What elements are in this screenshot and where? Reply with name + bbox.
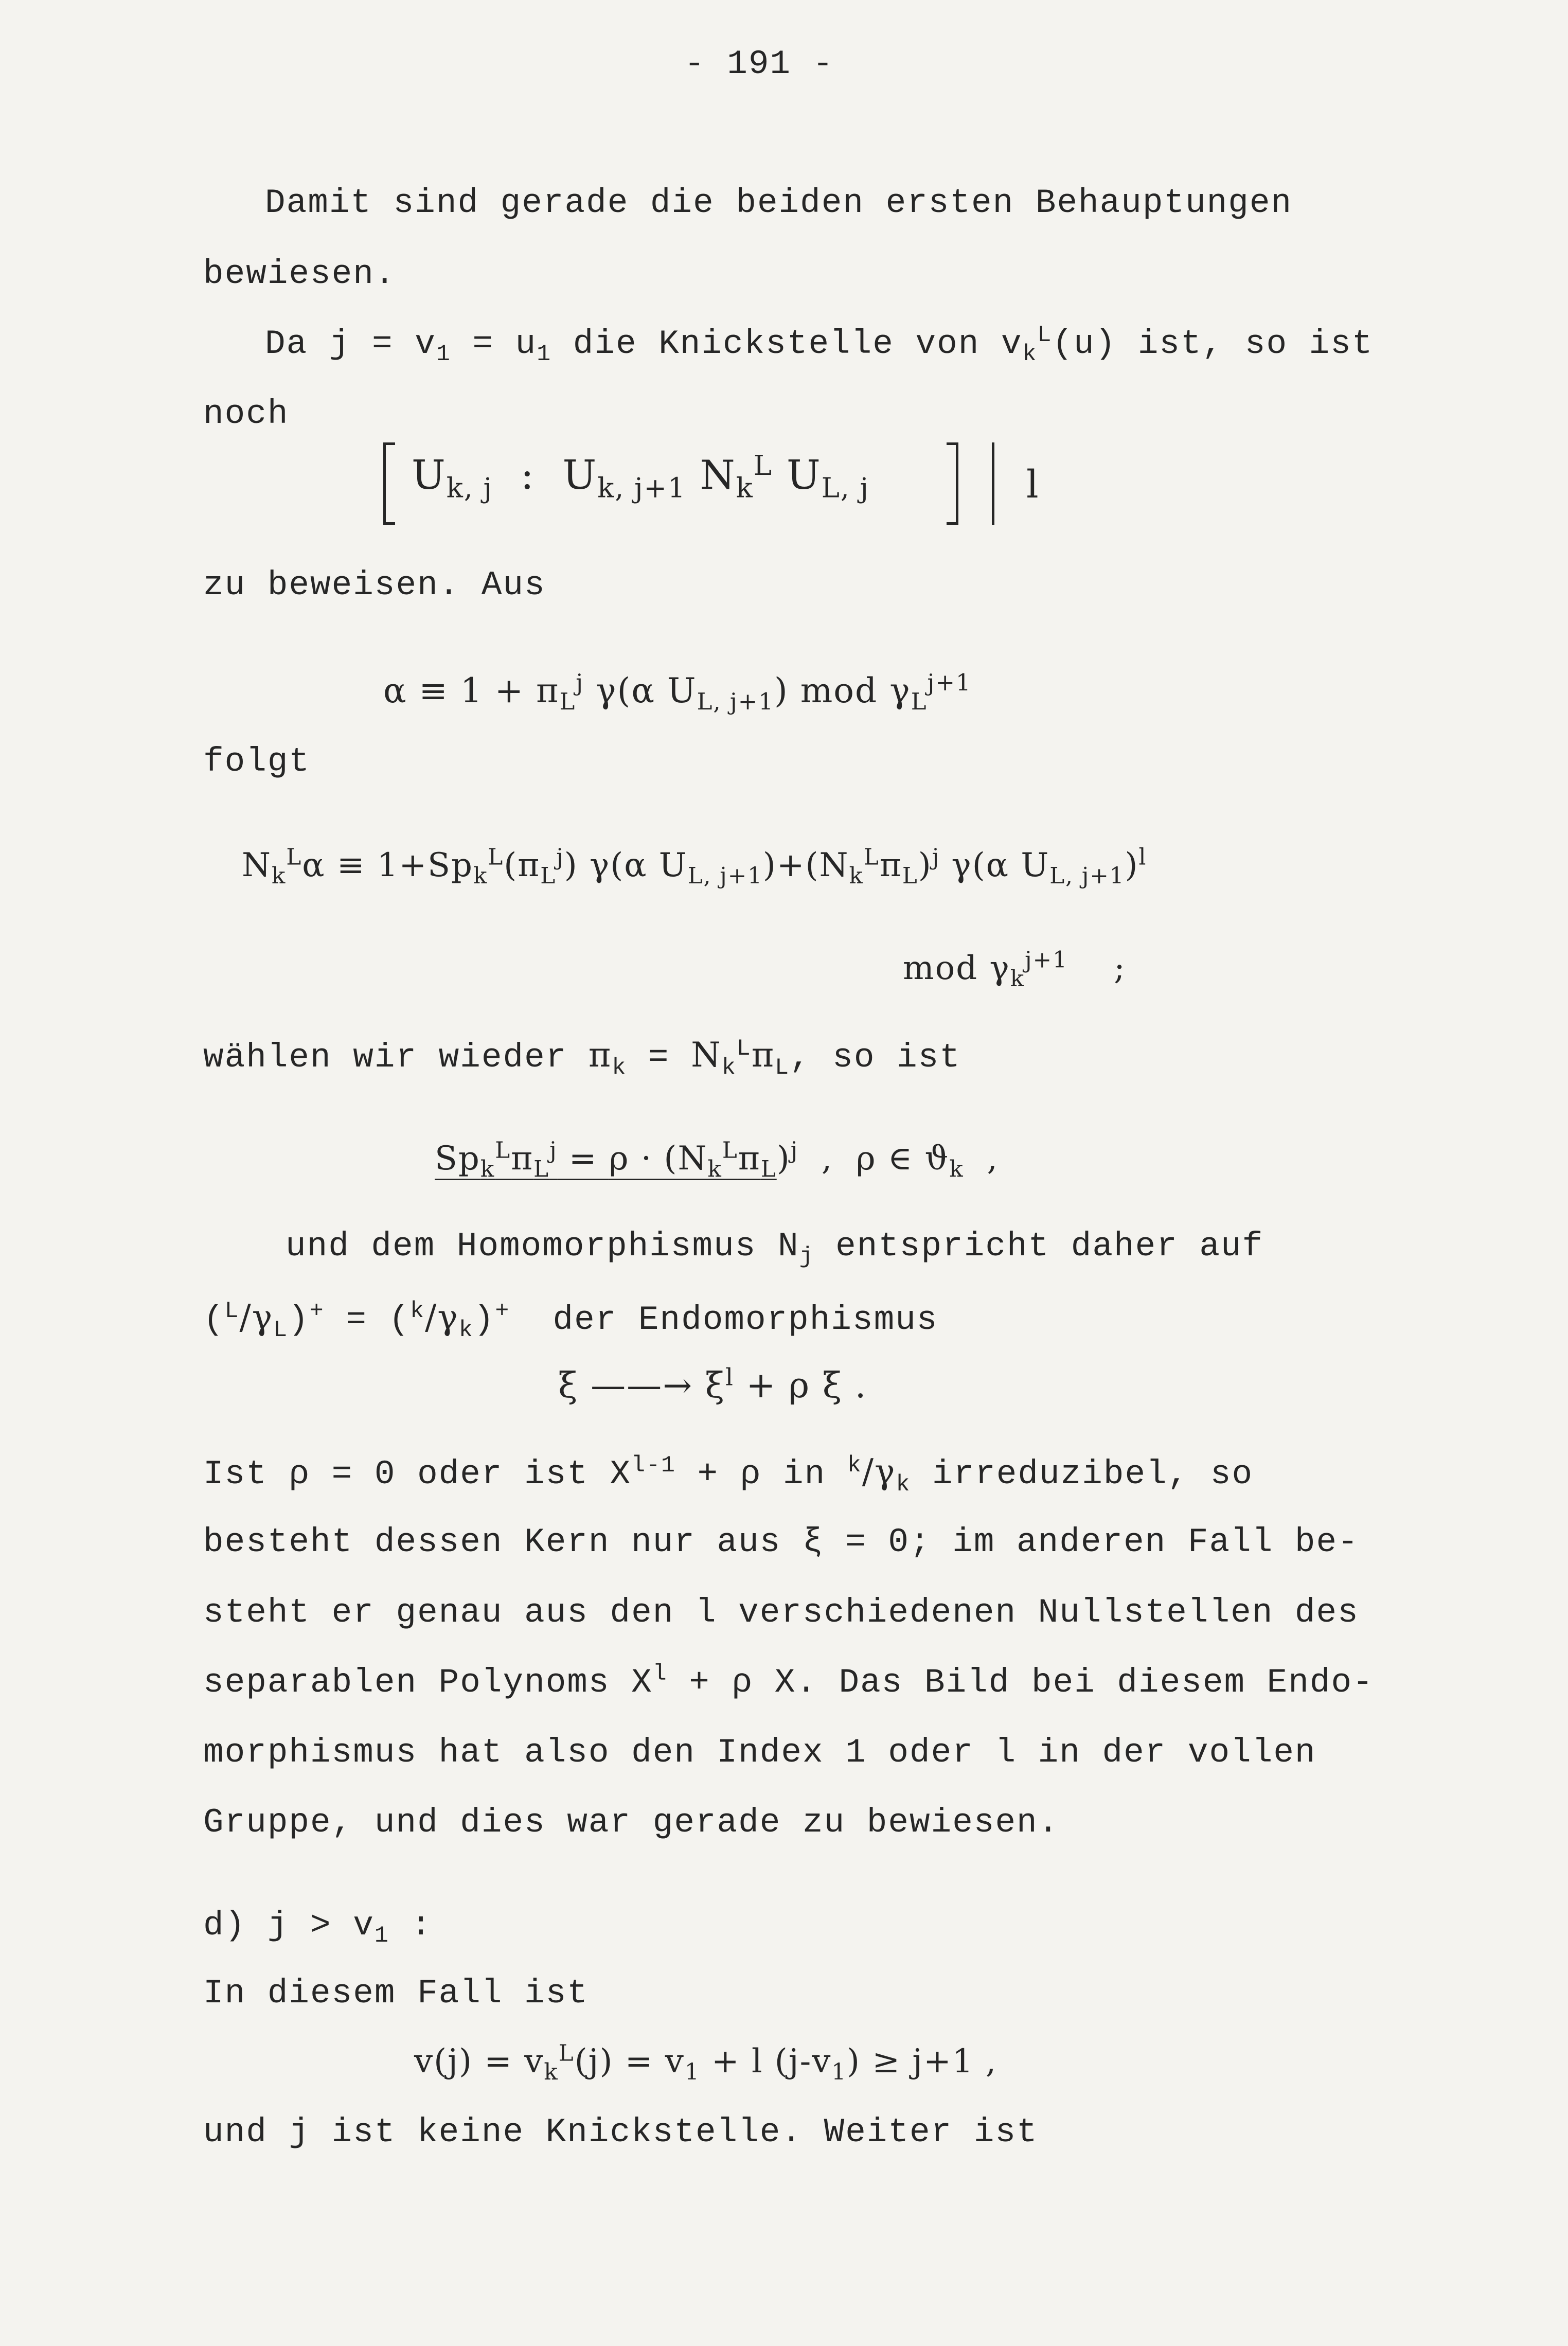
divides-bar [992,442,994,525]
text-line: In diesem Fall ist [203,1974,589,2013]
page-number: - 191 - [684,45,834,83]
text-line: Ist ρ = 0 oder ist $X^{l-1} + \rho$ in $^k/\gamma_k$ irreduzibel, so [203,1452,1254,1498]
formula-endomorphism: ξ ——→ $\xi^l + \rho$ ξ . [558,1363,867,1406]
text-line: $(^L/\gamma_L)^+ = (^k/\gamma_k)^+$ der Endomorphismus [203,1298,938,1344]
formula-valuation: $v(j) = v_k^L(j) = v_1 + l$ $(j-v_1) \ge j+1$ , [414,2040,997,2085]
formula-l: l [1026,463,1040,507]
bracket-left [383,442,395,525]
text-line: bewiesen. [203,255,396,293]
formula-mod: mod $\gamma_k^{j+1}$ ; [903,947,1126,992]
text-line: steht er genau aus den l verschiedenen Nullstellen des [203,1593,1359,1632]
text-line: noch [203,395,289,433]
section-heading: d) $j > v_1$ : [203,1906,433,1949]
text-line: wählen wir wieder $\pi_k = N_k^L\pi_L$, so ist [203,1035,961,1081]
text-line: folgt [203,742,311,781]
formula-norm: $N_k^L\alpha \equiv 1+Sp_k^L(\pi_L^j)$ γ(α $U_{L, j+1})+(N_k^L\pi_L)^j$ γ(α $U_{L, j+1})^l$ [242,844,1147,889]
text-line: Da $j = v_1 = u_1$ die Knickstelle von $v_k^L(u)$ ist, so ist [265,323,1374,368]
text-line: Gruppe, und dies war gerade zu bewiesen. [203,1803,1060,1842]
formula-index: $U_{k, j}$ : $U_{k, j+1}$ $N_k^L$ $U_{L, j}$ [412,450,870,504]
text-line: und dem Homomorphismus $N_j$ entspricht daher auf [286,1227,1264,1270]
text-line: separablen Polynoms $X^l + \rho$ X. Das Bild bei diesem Endo- [203,1661,1374,1702]
bracket-right [947,442,958,525]
text-line: zu beweisen. Aus [203,566,546,605]
text-line: Damit sind gerade die beiden ersten Behauptungen [265,184,1293,222]
text-line: morphismus hat also den Index 1 oder l in der vollen [203,1733,1316,1772]
text-line: besteht dessen Kern nur aus ξ = 0; im anderen Fall be- [203,1523,1359,1561]
formula-alpha: $\alpha \equiv 1 + \pi_L^j$ γ(α $U_{L, j+1}$) mod $\gamma_L^{j+1}$ [383,669,972,716]
formula-trace: $Sp_k^L\pi_L^j = \rho \cdot (N_k^L\pi_L)^j$ , ρ ∈ $ϑ_k$ , [435,1138,999,1182]
text-line: und j ist keine Knickstelle. Weiter ist [203,2113,1038,2152]
